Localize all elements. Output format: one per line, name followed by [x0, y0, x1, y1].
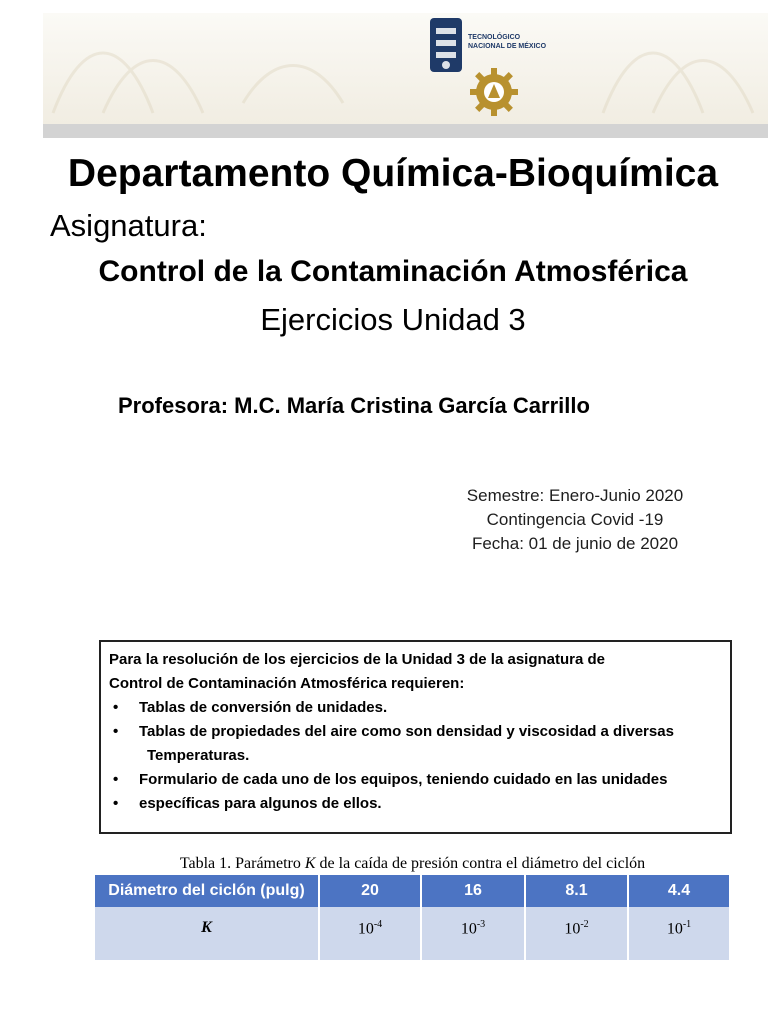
requirements-box: [99, 640, 732, 834]
k-base: 10: [460, 920, 477, 938]
table-caption-variable: K: [304, 855, 316, 872]
k-base: 10: [357, 920, 374, 938]
requirements-list: [109, 696, 722, 816]
table-cell-k: [421, 907, 525, 960]
gear-emblem-icon: [468, 66, 520, 118]
requirement-item: • específicas para algunos de ellos.: [109, 792, 722, 816]
table-header-diameter: 8.1: [525, 875, 628, 907]
k-base: 10: [666, 920, 683, 938]
k-exponent: -1: [682, 919, 692, 930]
requirements-intro-line-1: Para la resolución de los ejercicios de la Unidad 3 de la asignatura de: [109, 651, 606, 668]
requirements-intro-line-2: Control de Contaminación Atmosférica requieren:: [109, 675, 465, 692]
table-cell-k: [319, 907, 421, 960]
requirement-item-continuation: Temperaturas.: [147, 747, 250, 764]
subject-name: Control de la Contaminación Atmosférica: [98, 255, 688, 288]
subject-label: Asignatura:: [50, 208, 207, 243]
table-cell-k: [525, 907, 628, 960]
table-row: [95, 907, 729, 960]
table-cell-k: [628, 907, 729, 960]
unit-title: Ejercicios Unidad 3: [260, 302, 526, 337]
department-title: Departamento Química-Bioquímica: [67, 152, 719, 195]
date-text: Fecha: 01 de junio de 2020: [471, 534, 679, 553]
table-header-row: [95, 875, 729, 907]
semester-text: Semestre: Enero-Junio 2020: [466, 486, 684, 505]
contingency-text: Contingencia Covid -19: [486, 510, 664, 529]
k-exponent: -3: [476, 919, 486, 930]
k-exponent: -2: [580, 919, 589, 930]
table-header-diameter: 16: [421, 875, 525, 907]
table-header-label: Diámetro del ciclón (pulg): [95, 875, 319, 907]
professor-name: Profesora: M.C. María Cristina García Carrillo: [118, 393, 590, 418]
k-base: 10: [564, 920, 581, 938]
table-caption-suffix: de la caída de presión contra el diámetro del ciclón: [315, 855, 646, 872]
table-caption-prefix: Tabla 1. Parámetro: [179, 855, 305, 872]
requirement-item: • Tablas de propiedades del aire como son densidad y viscosidad a diversas: [109, 720, 722, 744]
requirement-item: • Formulario de cada uno de los equipos, teniendo cuidado en las unidades: [109, 768, 722, 792]
institution-name: [468, 33, 546, 51]
institution-line-2: NACIONAL DE MÉXICO: [468, 43, 547, 50]
banner-divider: [43, 124, 768, 138]
table-caption: [96, 855, 729, 873]
table-header-diameter: 4.4: [628, 875, 729, 907]
table-row-label: K: [95, 907, 319, 960]
parameter-table: [95, 875, 729, 960]
banner-pattern: [43, 13, 768, 124]
tecnm-logo-icon: [428, 16, 464, 74]
table-header-diameter: 20: [319, 875, 421, 907]
requirement-item: • Tablas de conversión de unidades.: [109, 696, 722, 720]
institution-line-1: TECNOLÓGICO: [468, 34, 521, 41]
k-exponent: -4: [373, 919, 383, 930]
header-banner: [43, 13, 768, 124]
